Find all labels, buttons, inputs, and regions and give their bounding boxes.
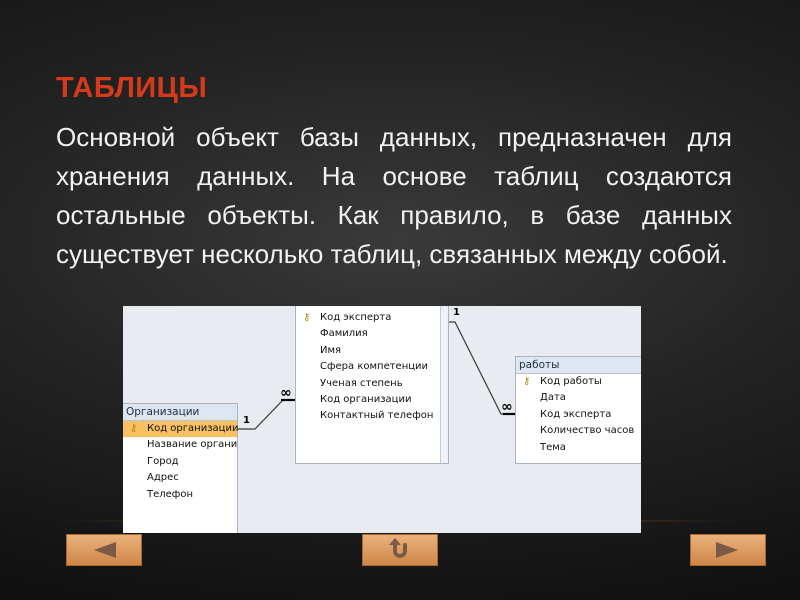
field-expert-surname[interactable]: Фамилия bbox=[320, 328, 368, 340]
field-expert-competence[interactable]: Сфера компетенции bbox=[320, 361, 429, 373]
triangle-left-icon bbox=[89, 539, 119, 561]
field-expert-org-code[interactable]: Код организации bbox=[320, 393, 412, 405]
field-org-code[interactable]: ⚷ Код организации bbox=[123, 421, 237, 437]
slide-title: ТАБЛИЦЫ bbox=[56, 72, 208, 104]
field-work-code[interactable]: ⚷ Код работы bbox=[516, 374, 641, 390]
slide-body-text: Основной объект базы данных, предназначен для хранения данных. На основе таблиц создаются остальные объекты. Как правило, в базе данных существует несколько таблиц, связанных между собой. bbox=[56, 122, 732, 269]
field-work-topic[interactable]: Тема bbox=[540, 441, 566, 453]
next-slide-button[interactable] bbox=[690, 534, 766, 566]
field-work-expert-code[interactable]: Код эксперта bbox=[540, 408, 612, 420]
key-icon: ⚷ bbox=[303, 312, 311, 323]
field-org-address[interactable]: Адрес bbox=[147, 472, 179, 484]
table-experts-scrollbar[interactable] bbox=[440, 306, 448, 463]
table-experts[interactable] bbox=[295, 306, 449, 464]
table-works[interactable] bbox=[515, 356, 641, 464]
table-organizations[interactable] bbox=[123, 403, 238, 533]
field-expert-code[interactable]: ⚷ Код эксперта bbox=[296, 310, 448, 326]
field-org-name[interactable]: Название органи bbox=[147, 439, 238, 451]
field-work-hours[interactable]: Количество часов bbox=[540, 425, 635, 437]
relation-one-label: 1 bbox=[453, 307, 460, 318]
field-expert-degree[interactable]: Ученая степень bbox=[320, 377, 403, 389]
field-org-city[interactable]: Город bbox=[147, 455, 179, 467]
relation-many-label: ∞ bbox=[501, 399, 513, 415]
relation-one-label: 1 bbox=[243, 415, 250, 426]
key-icon: ⚷ bbox=[523, 376, 531, 387]
field-work-date[interactable]: Дата bbox=[540, 392, 566, 404]
table-works-title: работы bbox=[516, 357, 641, 374]
relationship-diagram bbox=[123, 306, 641, 533]
field-org-phone[interactable]: Телефон bbox=[147, 488, 194, 500]
field-expert-name[interactable]: Имя bbox=[320, 344, 342, 356]
u-turn-arrow-icon bbox=[387, 537, 413, 563]
triangle-right-icon bbox=[713, 539, 743, 561]
relation-many-label: ∞ bbox=[280, 385, 292, 401]
return-button[interactable] bbox=[362, 534, 438, 566]
table-organizations-title: Организации bbox=[123, 404, 237, 421]
field-expert-phone[interactable]: Контактный телефон bbox=[320, 410, 434, 422]
key-icon: ⚷ bbox=[130, 423, 138, 434]
prev-slide-button[interactable] bbox=[66, 534, 142, 566]
